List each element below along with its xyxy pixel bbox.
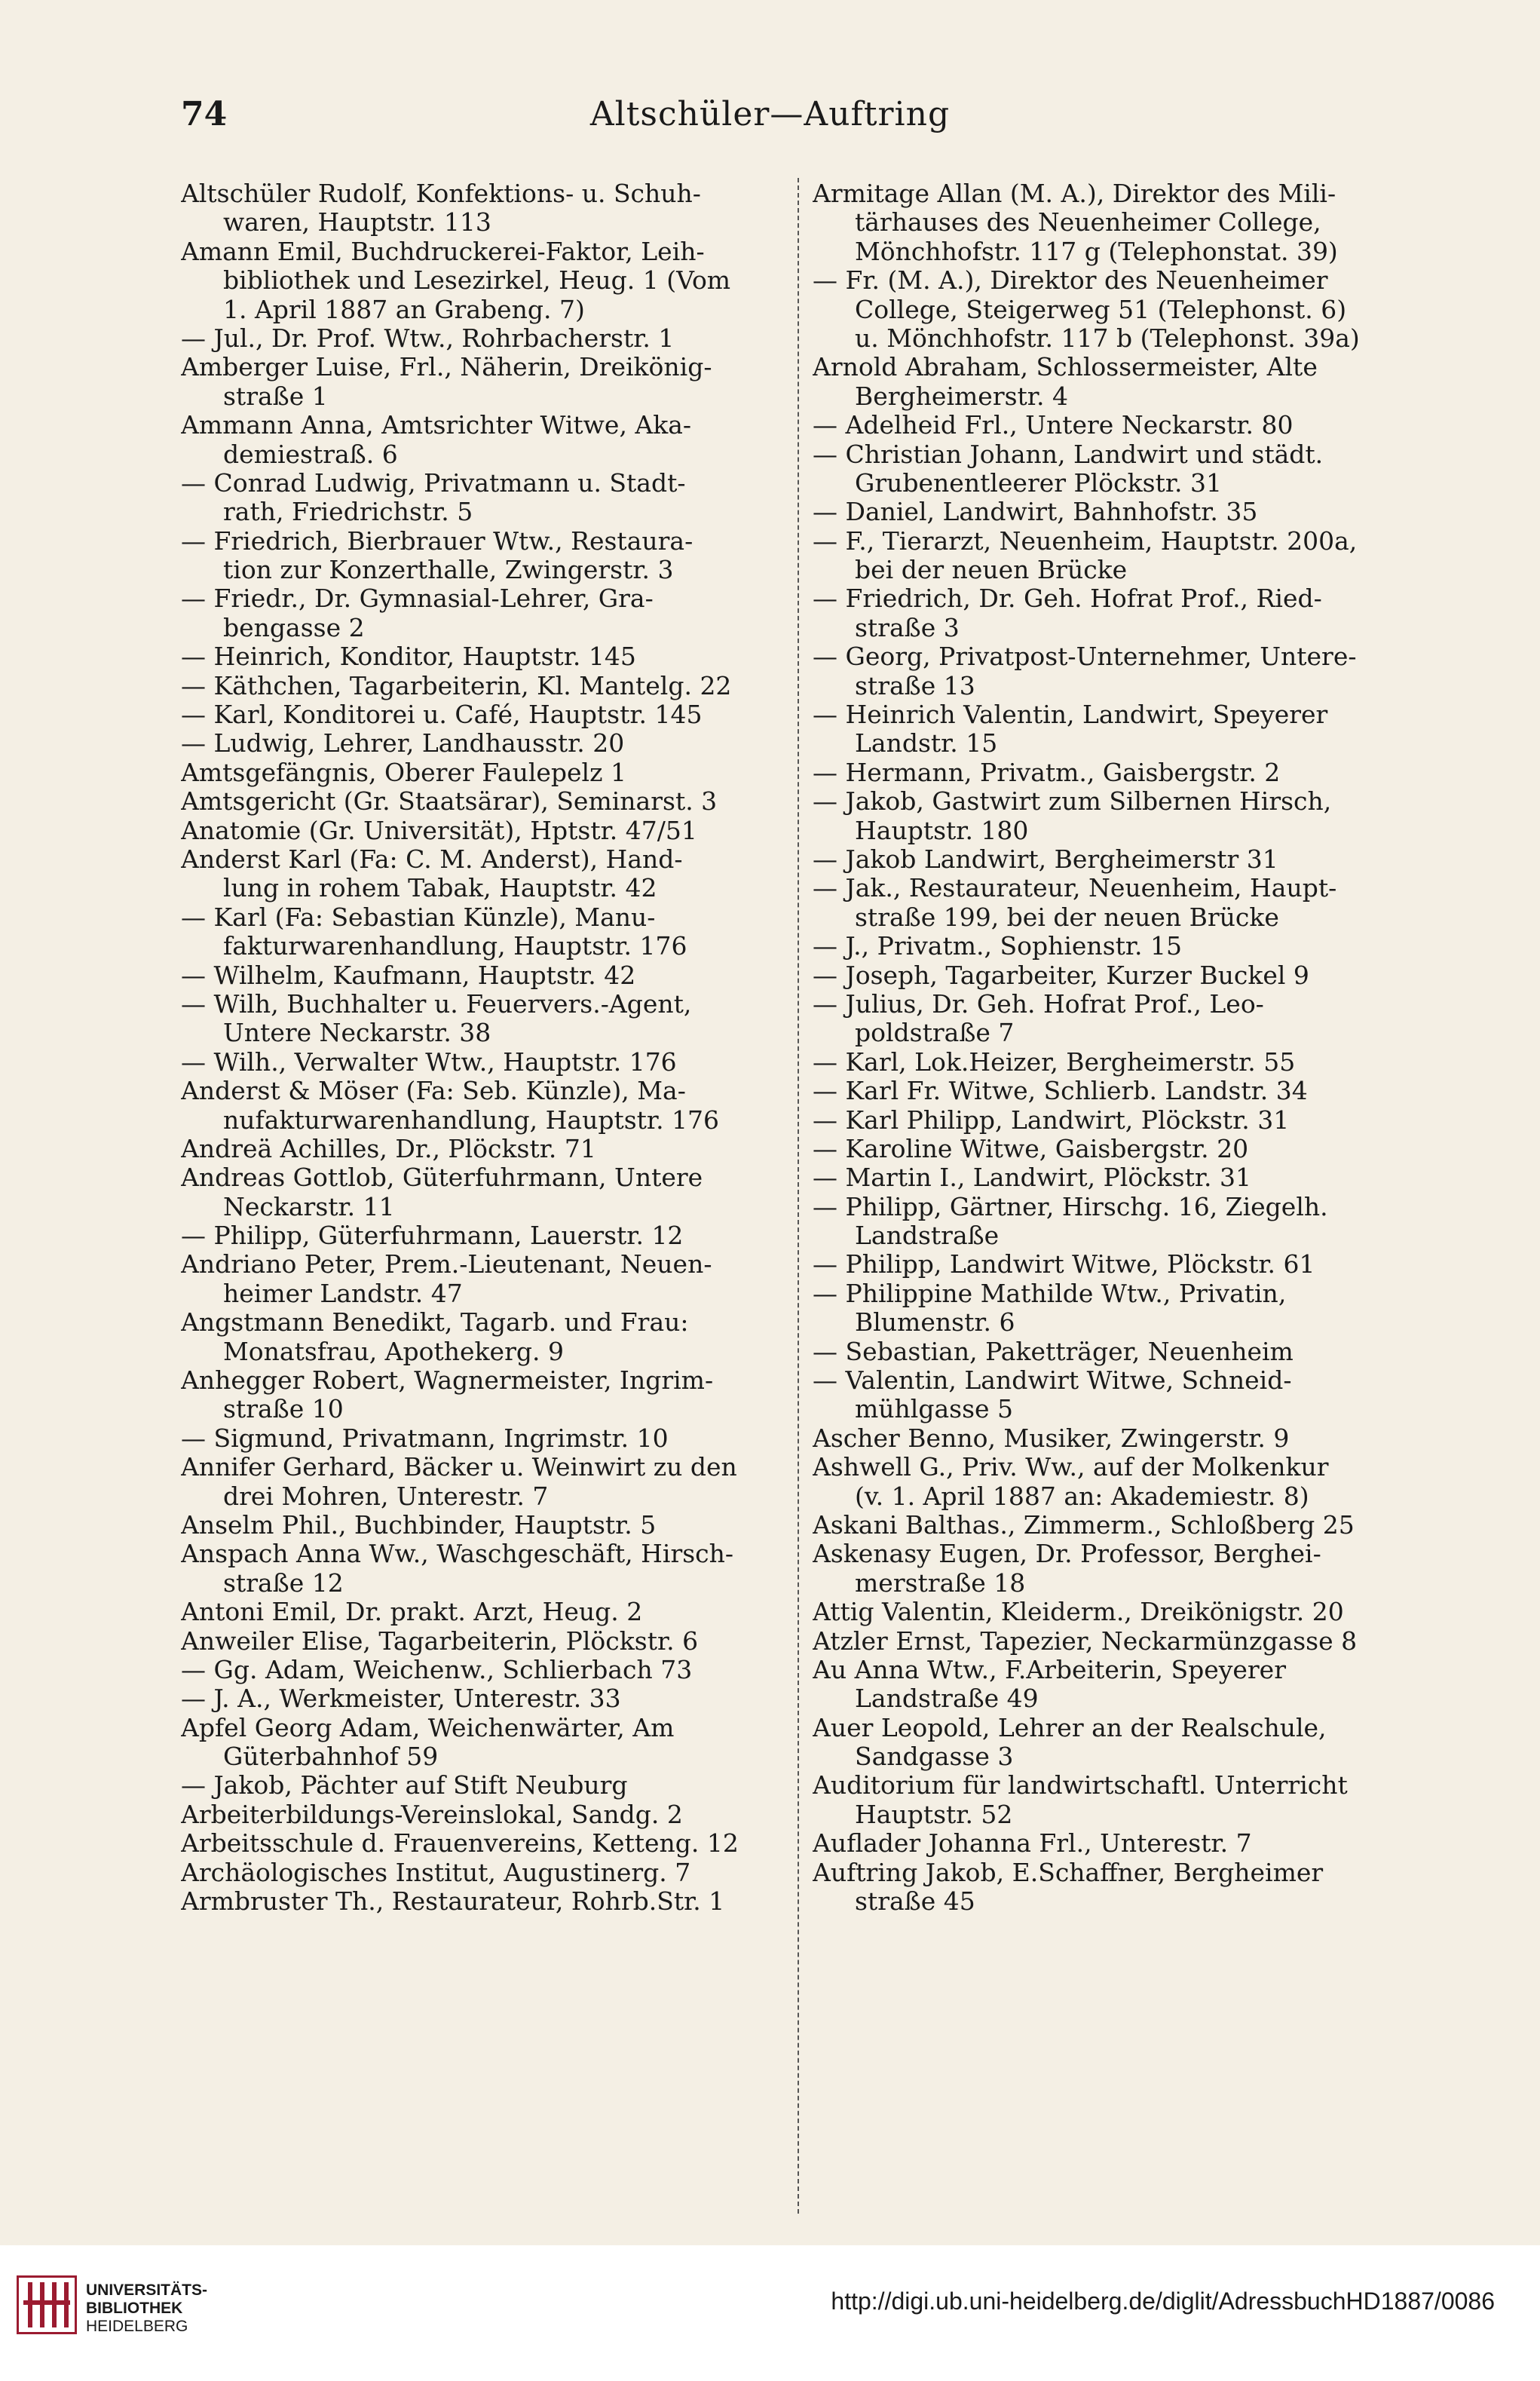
left-column [181,179,793,1916]
directory-entry: — Sigmund, Privatmann, Ingrimstr. 10 [181,1423,669,1453]
directory-entry: — Hermann, Privatm., Gaisbergstr. 2 [813,758,1281,787]
running-head: Altschüler—Auftring [589,95,951,133]
directory-entry: — Ludwig, Lehrer, Landhausstr. 20 [181,729,625,758]
entry-continuation-line: 1. April 1887 an Grabeng. 7) [223,295,585,324]
entry-continuation-line: College, Steigerweg 51 (Telephonst. 6) [855,295,1347,324]
directory-entry: Arbeitsschule d. Frauenvereins, Ketteng. 12 [181,1829,739,1859]
entry-continuation-line: tärhauses des Neuenheimer College, [855,208,1321,237]
directory-entry: — Julius, Dr. Geh. Hofrat Prof., Leo- [813,989,1264,1019]
entry-continuation-line: Sandgasse 3 [855,1742,1014,1772]
entry-continuation-line: Neckarstr. 11 [223,1192,395,1221]
directory-entry: — Wilh., Verwalter Wtw., Hauptstr. 176 [181,1047,677,1077]
entry-continuation-line: straße 10 [223,1395,344,1424]
directory-entry: — Joseph, Tagarbeiter, Kurzer Buckel 9 [813,961,1309,990]
entry-continuation-line: Hauptstr. 52 [855,1800,1013,1829]
entry-continuation-line: bei der neuen Brücke [855,556,1128,585]
directory-entry: Atzler Ernst, Tapezier, Neckarmünzgasse 8 [813,1626,1358,1656]
directory-entry: — Wilhelm, Kaufmann, Hauptstr. 42 [181,961,636,990]
library-name-line1: UNIVERSITÄTS- [86,2281,208,2299]
directory-entry: — Philipp, Gärtner, Hirschg. 16, Ziegelh. [813,1192,1328,1221]
directory-entry: Apfel Georg Adam, Weichenwärter, Am [181,1713,675,1742]
directory-entry: Auer Leopold, Lehrer an der Realschule, [813,1713,1327,1742]
footer-bar [0,2245,1540,2381]
directory-entry: Ashwell G., Priv. Ww., auf der Molkenkur [813,1453,1329,1482]
entry-continuation-line: heimer Landstr. 47 [223,1279,463,1308]
directory-entry: Anderst & Möser (Fa: Seb. Künzle), Ma- [181,1077,686,1106]
entry-continuation-line: Grubenentleerer Plöckstr. 31 [855,468,1222,498]
entry-continuation-line: straße 45 [855,1887,975,1917]
directory-entry: — Friedrich, Dr. Geh. Hofrat Prof., Ried- [813,584,1322,614]
entry-continuation-line: u. Mönchhofstr. 117 b (Telephonst. 39a) [855,323,1360,353]
entry-continuation-line: Untere Neckarstr. 38 [223,1019,491,1048]
directory-entry: — J. A., Werkmeister, Unterestr. 33 [181,1684,621,1714]
entry-continuation-line: straße 1 [223,382,328,411]
directory-entry: Anselm Phil., Buchbinder, Hauptstr. 5 [181,1510,657,1540]
entry-continuation-line: waren, Hauptstr. 113 [223,208,491,237]
directory-entry: Anhegger Robert, Wagnermeister, Ingrim- [181,1366,714,1396]
directory-entry: — Heinrich, Konditor, Hauptstr. 145 [181,642,636,672]
entry-continuation-line: straße 199, bei der neuen Brücke [855,902,1279,932]
directory-entry: Auditorium für landwirtschaftl. Unterricht [813,1771,1348,1800]
directory-entry: — Gg. Adam, Weichenw., Schlierbach 73 [181,1655,693,1684]
directory-entry: — Käthchen, Tagarbeiterin, Kl. Mantelg. 22 [181,671,732,700]
directory-entry: — Karoline Witwe, Gaisbergstr. 20 [813,1134,1249,1163]
directory-entry: Arbeiterbildungs-Vereinslokal, Sandg. 2 [181,1800,683,1829]
directory-entry: Annifer Gerhard, Bäcker u. Weinwirt zu den [181,1453,737,1482]
entry-continuation-line: merstraße 18 [855,1568,1026,1598]
entry-continuation-line: lung in rohem Tabak, Hauptstr. 42 [223,874,657,903]
directory-entry: — Heinrich Valentin, Landwirt, Speyerer [813,700,1328,730]
directory-entry: — Sebastian, Paketträger, Neuenheim [813,1337,1294,1366]
directory-entry: Auftring Jakob, E.Schaffner, Bergheimer [813,1858,1324,1887]
directory-entry: Amann Emil, Buchdruckerei-Faktor, Leih- [181,237,705,266]
directory-entry: — Jakob, Pächter auf Stift Neuburg [181,1771,628,1800]
directory-entry: — Fr. (M. A.), Direktor des Neuenheimer [813,266,1328,296]
directory-entry: Amtsgefängnis, Oberer Faulepelz 1 [181,758,626,787]
entry-continuation-line: tion zur Konzerthalle, Zwingerstr. 3 [223,556,674,585]
entry-continuation-line: Hauptstr. 180 [855,816,1029,845]
entry-continuation-line: poldstraße 7 [855,1019,1015,1048]
column-divider [798,178,799,2214]
directory-entry: — Martin I., Landwirt, Plöckstr. 31 [813,1163,1251,1193]
entry-continuation-line: straße 3 [855,613,960,642]
directory-entry: Armitage Allan (M. A.), Direktor des Mili- [813,179,1336,208]
directory-entry: — Philipp, Güterfuhrmann, Lauerstr. 12 [181,1221,684,1251]
directory-entry: — Jakob, Gastwirt zum Silbernen Hirsch, [813,787,1332,817]
directory-entry: — J., Privatm., Sophienstr. 15 [813,932,1183,961]
directory-entry: — Karl, Lok.Heizer, Bergheimerstr. 55 [813,1047,1296,1077]
directory-entry: Anspach Anna Ww., Waschgeschäft, Hirsch- [181,1540,734,1569]
directory-entry: Anweiler Elise, Tagarbeiterin, Plöckstr. 6 [181,1626,699,1656]
directory-entry: — Karl Philipp, Landwirt, Plöckstr. 31 [813,1105,1290,1135]
entry-continuation-line: Blumenstr. 6 [855,1308,1015,1338]
entry-continuation-line: rath, Friedrichstr. 5 [223,498,473,527]
directory-entry: — Karl, Konditorei u. Café, Hauptstr. 145 [181,700,703,730]
directory-entry: Andreä Achilles, Dr., Plöckstr. 71 [181,1134,596,1163]
entry-continuation-line: straße 13 [855,671,975,700]
entry-continuation-line: bengasse 2 [223,613,365,642]
directory-entry: Andreas Gottlob, Güterfuhrmann, Untere [181,1163,703,1193]
directory-entry: Amberger Luise, Frl., Näherin, Dreikönig- [181,353,712,382]
entry-continuation-line: mühlgasse 5 [855,1395,1014,1424]
library-logo-icon [17,2275,77,2334]
entry-continuation-line: Landstraße [855,1221,1000,1251]
page-number: 74 [181,95,228,133]
entry-continuation-line: bibliothek und Lesezirkel, Heug. 1 (Vom [223,266,731,296]
entry-continuation-line: (v. 1. April 1887 an: Akademiestr. 8) [855,1482,1309,1511]
directory-entry: — Jak., Restaurateur, Neuenheim, Haupt- [813,874,1337,903]
directory-entry: — Philippine Mathilde Wtw., Privatin, [813,1279,1287,1308]
directory-entry: — Wilh, Buchhalter u. Feuervers.-Agent, [181,989,692,1019]
directory-entry: Auflader Johanna Frl., Unterestr. 7 [813,1829,1252,1859]
directory-entry: — Friedrich, Bierbrauer Wtw., Restaura- [181,526,693,556]
directory-entry: — Karl (Fa: Sebastian Künzle), Manu- [181,902,656,932]
entry-continuation-line: Bergheimerstr. 4 [855,382,1068,411]
directory-entry: — F., Tierarzt, Neuenheim, Hauptstr. 200a, [813,526,1358,556]
directory-entry: Attig Valentin, Kleiderm., Dreikönigstr. 20 [813,1598,1344,1627]
directory-entry: — Adelheid Frl., Untere Neckarstr. 80 [813,411,1294,440]
right-column [813,179,1425,1916]
entry-continuation-line: Landstraße 49 [855,1684,1039,1714]
directory-entry: Andriano Peter, Prem.-Lieutenant, Neuen- [181,1250,712,1279]
entry-continuation-line: demiestraß. 6 [223,440,398,469]
entry-continuation-line: Landstr. 15 [855,729,998,758]
directory-entry: Altschüler Rudolf, Konfektions- u. Schuh- [181,179,701,208]
directory-entry: Anatomie (Gr. Universität), Hptstr. 47/51 [181,816,697,845]
library-name [86,2281,207,2336]
entry-continuation-line: Mönchhofstr. 117 g (Telephonstat. 39) [855,237,1338,266]
directory-entry: Au Anna Wtw., F.Arbeiterin, Speyerer [813,1655,1286,1684]
directory-entry: — Jul., Dr. Prof. Wtw., Rohrbacherstr. 1 [181,323,675,353]
library-name-line3: HEIDELBERG [86,2318,188,2335]
directory-entry: Angstmann Benedikt, Tagarb. und Frau: [181,1308,689,1338]
directory-entry: — Christian Johann, Landwirt und städt. [813,440,1324,469]
directory-entry: — Philipp, Landwirt Witwe, Plöckstr. 61 [813,1250,1315,1279]
directory-entry: Anderst Karl (Fa: C. M. Anderst), Hand- [181,844,683,874]
entry-continuation-line: fakturwarenhandlung, Hauptstr. 176 [223,932,687,961]
directory-entry: — Conrad Ludwig, Privatmann u. Stadt- [181,468,686,498]
directory-entry: Ascher Benno, Musiker, Zwingerstr. 9 [813,1423,1290,1453]
directory-entry: Ammann Anna, Amtsrichter Witwe, Aka- [181,411,692,440]
directory-entry: — Karl Fr. Witwe, Schlierb. Landstr. 34 [813,1077,1308,1106]
entry-continuation-line: straße 12 [223,1568,344,1598]
entry-continuation-line: Güterbahnhof 59 [223,1742,439,1772]
directory-entry: — Friedr., Dr. Gymnasial-Lehrer, Gra- [181,584,654,614]
directory-entry: Armbruster Th., Restaurateur, Rohrb.Str. 1 [181,1887,725,1917]
directory-entry: Arnold Abraham, Schlossermeister, Alte [813,353,1318,382]
directory-entry: — Daniel, Landwirt, Bahnhofstr. 35 [813,498,1258,527]
directory-entry: Askani Balthas., Zimmerm., Schloßberg 25 [813,1510,1355,1540]
directory-entry: Antoni Emil, Dr. prakt. Arzt, Heug. 2 [181,1598,643,1627]
library-name-line2: BIBLIOTHEK [86,2300,183,2317]
entry-continuation-line: Monatsfrau, Apothekerg. 9 [223,1337,564,1366]
directory-entry: Archäologisches Institut, Augustinerg. 7 [181,1858,691,1887]
entry-continuation-line: drei Mohren, Unterestr. 7 [223,1482,549,1511]
directory-entry: — Valentin, Landwirt Witwe, Schneid- [813,1366,1292,1396]
directory-entry: — Jakob Landwirt, Bergheimerstr 31 [813,844,1278,874]
entry-continuation-line: nufakturwarenhandlung, Hauptstr. 176 [223,1105,720,1135]
directory-entry: Askenasy Eugen, Dr. Professor, Berghei- [813,1540,1321,1569]
directory-entry: Amtsgericht (Gr. Staatsärar), Seminarst. 3 [181,787,718,817]
directory-entry: — Georg, Privatpost-Unternehmer, Untere- [813,642,1357,672]
source-url-link[interactable]: http://digi.ub.uni-heidelberg.de/diglit/AdressbuchHD1887/0086 [831,2288,1495,2315]
